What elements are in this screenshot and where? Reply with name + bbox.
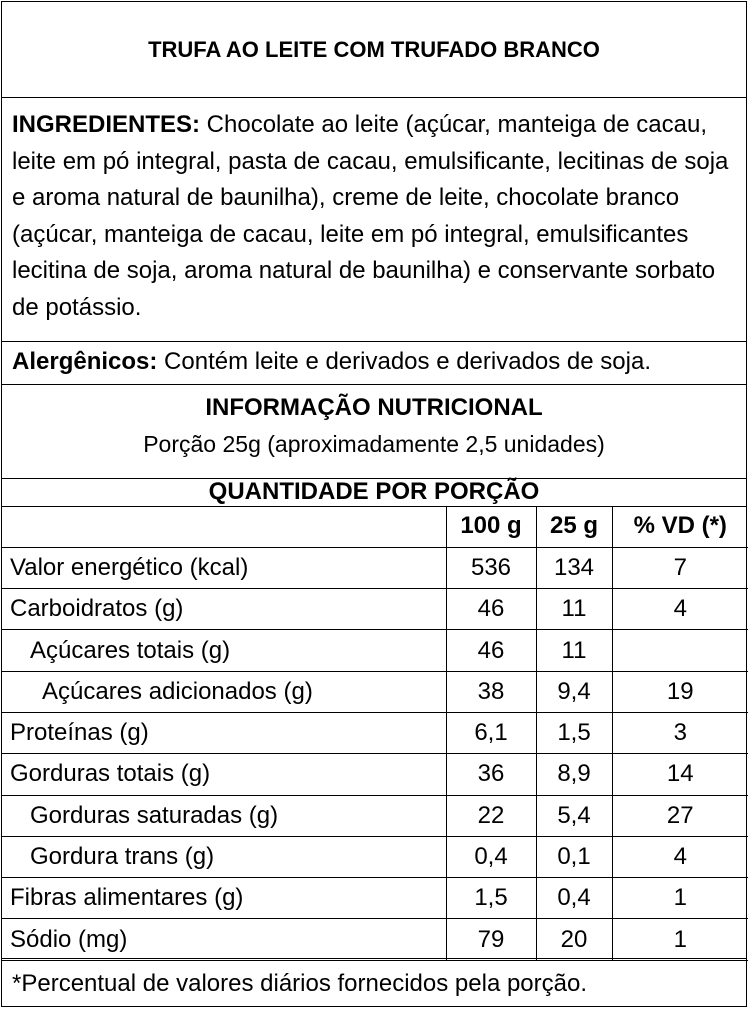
- nutrient-name: Proteínas (g): [2, 712, 446, 753]
- table-row: [2, 671, 748, 712]
- serving-size: Porção 25g (aproximadamente 2,5 unidades): [143, 431, 605, 457]
- value-vd: 3: [612, 712, 748, 753]
- value-100g: 38: [446, 671, 536, 712]
- table-row: [2, 754, 748, 795]
- value-vd: 4: [612, 589, 748, 630]
- value-25g: 0,4: [536, 878, 612, 919]
- value-100g: 36: [446, 754, 536, 795]
- nutrient-name: Açúcares totais (g): [2, 630, 446, 671]
- value-vd: 19: [612, 671, 748, 712]
- table-row: [2, 589, 748, 630]
- value-100g: 46: [446, 589, 536, 630]
- nutrient-name: Fibras alimentares (g): [2, 878, 446, 919]
- header-100g: 100 g: [446, 506, 536, 547]
- value-25g: 1,5: [536, 712, 612, 753]
- value-vd: 1: [612, 878, 748, 919]
- ingredients-section: [2, 97, 746, 341]
- header-25g: 25 g: [536, 506, 612, 547]
- header-empty: [2, 506, 446, 547]
- value-100g: 46: [446, 630, 536, 671]
- nutrient-name: Açúcares adicionados (g): [2, 671, 446, 712]
- value-25g: 9,4: [536, 671, 612, 712]
- value-25g: 0,1: [536, 836, 612, 877]
- allergens-label: Alergênicos:: [12, 348, 158, 375]
- value-25g: 11: [536, 630, 612, 671]
- nutrition-label: [1, 1, 747, 1007]
- value-25g: 20: [536, 919, 612, 960]
- value-100g: 6,1: [446, 712, 536, 753]
- table-row: [2, 630, 748, 671]
- table-row: [2, 547, 748, 588]
- ingredients-text: Chocolate ao leite (açúcar, manteiga de cacau, leite em pó integral, pasta de cacau, emulsificante, lecitinas de soja e aroma natural de baunilha), creme de leite, chocolate branco (açúcar, manteiga de cacau, leite em pó integral, emulsificantes lecitina de soja, aroma natural de baunilha) e conservante sorbato de potássio.: [12, 111, 729, 321]
- table-row: [2, 836, 748, 877]
- table-row: [2, 878, 748, 919]
- header-vd: % VD (*): [612, 506, 748, 547]
- nutrient-name: Valor energético (kcal): [2, 547, 446, 588]
- nutrient-name: Gorduras totais (g): [2, 754, 446, 795]
- value-vd: 7: [612, 547, 748, 588]
- value-vd: 4: [612, 836, 748, 877]
- table-row: [2, 712, 748, 753]
- value-vd: 1: [612, 919, 748, 960]
- ingredients-label: INGREDIENTES:: [12, 111, 201, 138]
- table-row: [2, 919, 748, 960]
- allergens-section: [2, 341, 746, 384]
- product-title: TRUFA AO LEITE COM TRUFADO BRANCO: [148, 36, 600, 62]
- value-100g: 79: [446, 919, 536, 960]
- value-100g: 536: [446, 547, 536, 588]
- value-25g: 5,4: [536, 795, 612, 836]
- value-vd: 27: [612, 795, 748, 836]
- value-100g: 0,4: [446, 836, 536, 877]
- footnote: *Percentual de valores diários fornecidos pela porção.: [2, 958, 746, 1007]
- value-100g: 22: [446, 795, 536, 836]
- value-100g: 1,5: [446, 878, 536, 919]
- nutrition-header: [2, 384, 746, 478]
- nutrient-name: Gordura trans (g): [2, 836, 446, 877]
- value-25g: 134: [536, 547, 612, 588]
- nutrient-name: Sódio (mg): [2, 919, 446, 960]
- allergens-text: Contém leite e derivados e derivados de soja.: [157, 348, 651, 375]
- quantity-per-serving-title: QUANTIDADE POR PORÇÃO: [208, 478, 540, 505]
- nutrient-name: Gorduras saturadas (g): [2, 795, 446, 836]
- nutrition-title: INFORMAÇÃO NUTRICIONAL: [205, 394, 543, 421]
- value-vd: 14: [612, 754, 748, 795]
- table-header-row: [2, 506, 748, 547]
- value-25g: 11: [536, 589, 612, 630]
- value-vd: [612, 630, 748, 671]
- nutrition-table: [2, 506, 748, 961]
- value-25g: 8,9: [536, 754, 612, 795]
- table-row: [2, 795, 748, 836]
- nutrient-name: Carboidratos (g): [2, 589, 446, 630]
